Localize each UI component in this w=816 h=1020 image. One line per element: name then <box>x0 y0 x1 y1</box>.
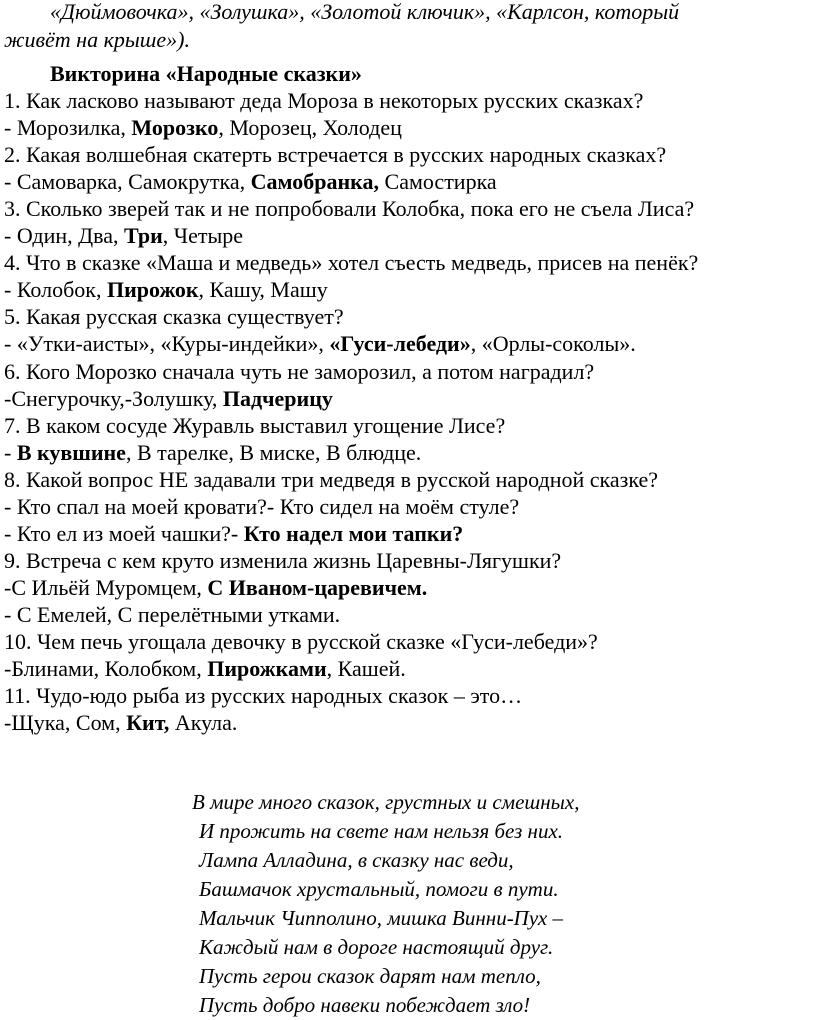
answer-text: , Четыре <box>162 223 244 249</box>
quiz-answers <box>4 222 243 250</box>
quiz-question: 8. Какой вопрос НЕ задавали три медведя в русской народной сказке? <box>4 466 659 492</box>
quiz-answers <box>4 493 519 521</box>
answer-text: - Самоварка, Самокрутка, <box>4 169 251 195</box>
quiz-answers <box>4 439 421 467</box>
quiz-question: 2. Какая волшебная скатерть встречается в русских народных сказках? <box>4 142 667 168</box>
answer-text: - «Утки-аисты», «Куры-индейки», <box>4 331 330 357</box>
poem-line: И прожить на свете нам нельзя без них. <box>199 819 564 843</box>
answer-text: , «Орлы-соколы». <box>470 331 636 357</box>
correct-answer: Самобранка, <box>250 169 380 195</box>
answer-text: - Кто ел из моей чашки?- <box>4 520 244 546</box>
quiz-answers <box>4 385 333 413</box>
answer-text: - Морозилка, <box>4 115 132 141</box>
answer-text: , Кашу, Машу <box>198 277 328 303</box>
quiz-answers <box>4 601 340 629</box>
answer-text: Самостирка <box>379 169 497 195</box>
quiz-answers <box>4 114 402 142</box>
quiz-answers <box>4 574 427 602</box>
intro-line-2: живёт на крыше»). <box>4 27 190 52</box>
quiz-answers <box>4 520 463 548</box>
answer-text: -Щука, Сом, <box>4 710 127 736</box>
quiz-answers <box>4 330 636 358</box>
correct-answer: В кувшине <box>16 439 126 465</box>
correct-answer: Пирожками <box>207 656 327 682</box>
poem-line: Лампа Алладина, в сказку нас веди, <box>199 848 514 872</box>
answer-text: - С Емелей, С перелётными утками. <box>4 601 341 627</box>
quiz-answers <box>4 655 406 683</box>
poem <box>192 788 579 1020</box>
answer-text: , Кашей. <box>326 656 406 682</box>
quiz-answers <box>4 276 328 304</box>
answer-text: , Морозец, Холодец <box>218 115 402 141</box>
correct-answer: Кто надел мои тапки? <box>243 520 464 546</box>
answer-text: , В тарелке, В миске, В блюдце. <box>125 439 422 465</box>
correct-answer: С Иваном-царевичем. <box>207 574 428 600</box>
poem-line: Пусть герои сказок дарят нам тепло, <box>199 964 541 988</box>
quiz-title: Викторина «Народные сказки» <box>50 61 362 86</box>
poem-line: Каждый нам в дороге настоящий друг. <box>199 935 554 959</box>
quiz-question: 11. Чудо-юдо рыба из русских народных сказок – это… <box>4 683 523 709</box>
quiz-answers <box>4 709 237 737</box>
quiz-question: 1. Как ласково называют деда Мороза в некоторых русских сказках? <box>4 88 644 113</box>
answer-text: -С Ильёй Муромцем, <box>4 574 208 600</box>
answer-text: Акула. <box>169 710 238 736</box>
poem-line: Пусть добро навеки побеждает зло! <box>199 993 531 1017</box>
correct-answer: Морозко <box>131 115 219 141</box>
answer-text: - Кто спал на моей кровати?- Кто сидел на моём стуле? <box>4 493 520 519</box>
intro-line-1: «Дюймовочка», «Золушка», «Золотой ключик», «Карлсон, который <box>50 0 680 24</box>
poem-line: Мальчик Чипполино, мишка Винни-Пух – <box>199 906 563 930</box>
quiz-question: 4. Что в сказке «Маша и медведь» хотел съесть медведь, присев на пенёк? <box>4 250 699 276</box>
quiz-question: 6. Кого Морозко сначала чуть не заморозил, а потом наградил? <box>4 358 595 384</box>
quiz-question: 10. Чем печь угощала девочку в русской сказке «Гуси-лебеди»? <box>4 629 598 654</box>
quiz-question: 5. Какая русская сказка существует? <box>4 304 344 330</box>
answer-text: -Снегурочку,-Золушку, <box>4 385 223 411</box>
correct-answer: Пирожок <box>106 277 199 303</box>
quiz-question: 9. Встреча с кем круто изменила жизнь Царевны-Лягушки? <box>4 547 562 573</box>
answer-text: - Один, Два, <box>4 223 125 249</box>
correct-answer: Кит, <box>126 710 170 736</box>
answer-text: - <box>4 439 17 465</box>
poem-line: В мире много сказок, грустных и смешных, <box>192 790 580 814</box>
correct-answer: Падчерицу <box>222 385 333 411</box>
quiz-question: 7. В каком сосуде Журавль выставил угощение Лисе? <box>4 412 506 438</box>
poem-line: Башмачок хрустальный, помоги в пути. <box>199 877 559 901</box>
quiz-question: 3. Сколько зверей так и не попробовали Колобка, пока его не съела Лиса? <box>4 196 695 222</box>
correct-answer: «Гуси-лебеди» <box>329 331 471 357</box>
correct-answer: Три <box>124 223 163 249</box>
answer-text: - Колобок, <box>4 277 107 303</box>
quiz-answers <box>4 168 497 196</box>
answer-text: -Блинами, Колобком, <box>4 656 208 682</box>
